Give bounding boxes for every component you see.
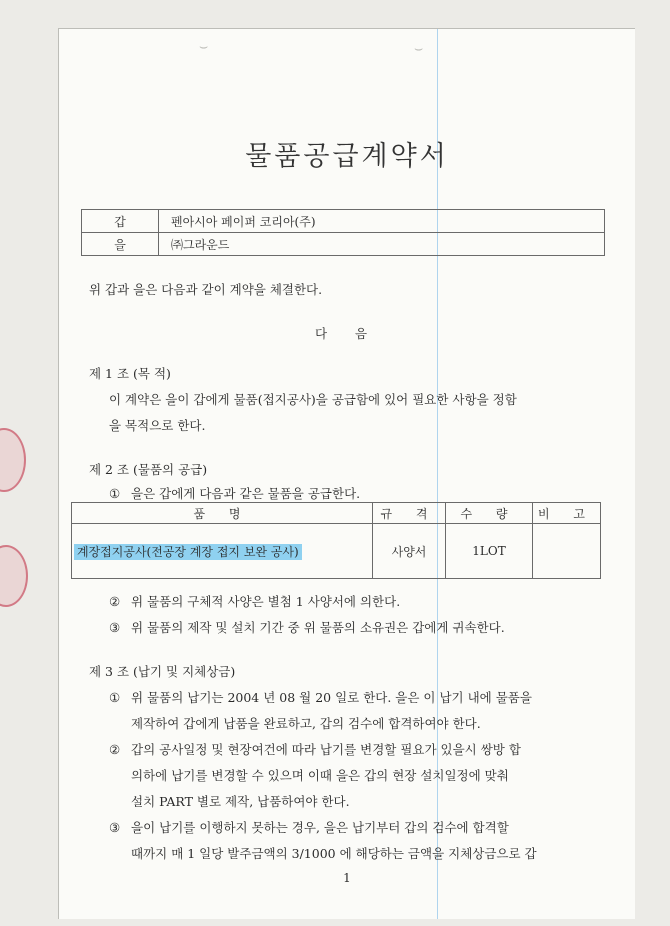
quantity-cell: 1LOT [446,524,533,579]
clause-number: ③ [109,820,121,835]
section-heading: 다 음 [314,326,380,341]
clause-number: ① [109,486,121,501]
clause-text: 위 물품의 제작 및 설치 기간 중 위 물품의 소유권은 갑에게 귀속한다. [131,620,505,635]
clause-continuation: 때까지 매 1 일당 발주금액의 3/1000 에 해당하는 금액을 지체상금으로 갑 [131,846,537,861]
clause-number: ② [109,594,121,609]
parties-table [81,209,605,256]
seal-stamp [0,545,28,607]
clause-text: 위 물품의 납기는 2004 년 08 월 20 일로 한다. 을은 이 납기 내에 물품을 [131,690,532,705]
items-table [71,502,601,579]
seal-stamp [0,428,26,492]
page-number: 1 [343,871,351,885]
clause-number: ③ [109,620,121,635]
col-header: 수 량 [446,503,533,524]
party-a-name: 펜아시아 페이퍼 코리아(주) [159,210,605,233]
clause-text: 을은 갑에게 다음과 같은 물품을 공급한다. [131,486,361,501]
scan-mark: ⌣ [414,41,424,57]
intro-text: 위 갑과 을은 다음과 같이 계약을 체결한다. [89,282,323,297]
spec-cell: 사양서 [373,524,446,579]
article-3-clause [109,685,532,711]
highlighted-item-name: 계장접지공사(전공장 계장 접지 보완 공사) [74,544,302,560]
article-2-title: 제 2 조 (물품의 공급) [89,462,208,477]
article-3-clause [109,815,509,841]
clause-text: 을이 납기를 이행하지 못하는 경우, 을은 납기부터 갑의 검수에 합격할 [131,820,509,835]
table-row [72,524,601,579]
contract-page [58,28,635,919]
document-title: 물품공급계약서 [245,141,449,172]
clause-number: ② [109,742,121,757]
scan-mark: ⌣ [199,39,209,55]
article-2-clause [109,615,505,641]
party-b-label: 을 [82,233,159,256]
article-1-text-line: 을 목적으로 한다. [109,418,206,433]
party-b-name: ㈜그라운드 [159,233,605,256]
article-1-title: 제 1 조 (목 적) [89,366,171,381]
clause-continuation: 의하에 납기를 변경할 수 있으며 이때 을은 갑의 현장 설치일정에 맞춰 [131,768,509,783]
clause-text: 위 물품의 구체적 사양은 별첨 1 사양서에 의한다. [131,594,401,609]
article-3-clause [109,737,521,763]
col-header: 규 격 [373,503,446,524]
clause-continuation: 설치 PART 별로 제작, 납품하여야 한다. [131,794,350,809]
clause-number: ① [109,690,121,705]
clause-text: 갑의 공사일정 및 현장여건에 따라 납기를 변경할 필요가 있을시 쌍방 합 [131,742,521,757]
remarks-cell [533,524,601,579]
clause-continuation: 제작하여 갑에게 납품을 완료하고, 갑의 검수에 합격하여야 한다. [131,716,481,731]
article-3-title: 제 3 조 (납기 및 지체상금) [89,664,236,679]
article-2-clause [109,589,400,615]
party-a-label: 갑 [82,210,159,233]
col-header: 품 명 [72,503,373,524]
item-name-cell [72,524,373,579]
col-header: 비 고 [533,503,601,524]
article-1-text-line: 이 계약은 을이 갑에게 물품(접지공사)을 공급함에 있어 필요한 사항을 정함 [109,392,517,407]
